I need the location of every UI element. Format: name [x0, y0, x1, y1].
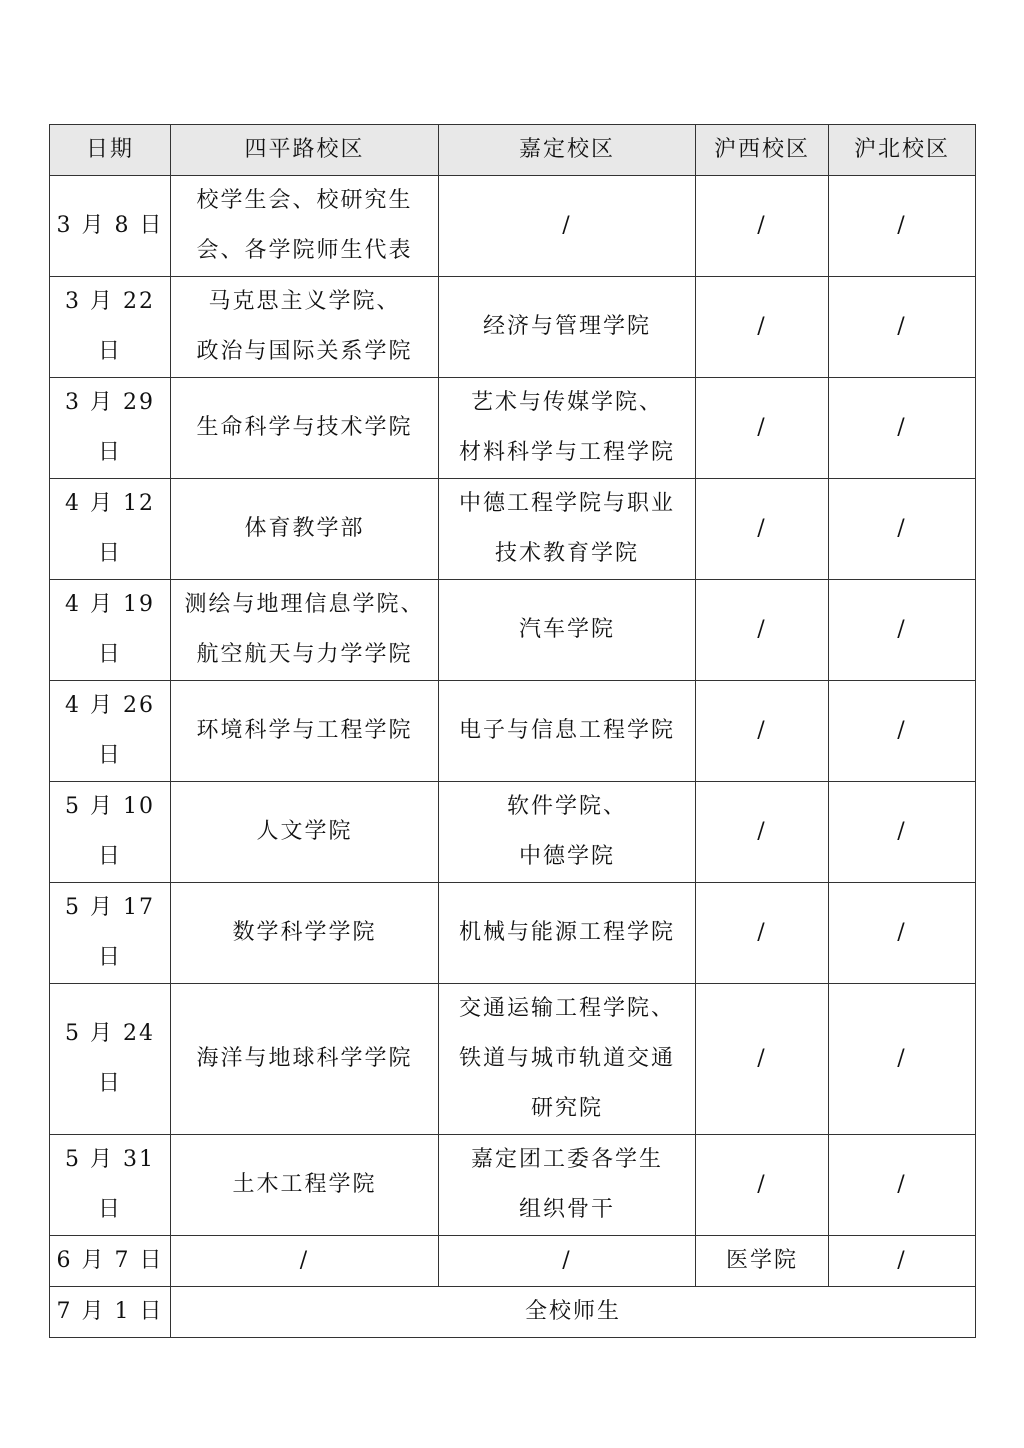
table-row	[50, 378, 976, 479]
siping-cell-line: 人文学院	[256, 819, 353, 844]
jiading-cell-line: /	[562, 1248, 572, 1273]
header-huxi: 沪西校区	[696, 125, 829, 176]
hubei-cell: /	[829, 378, 976, 479]
jiading-cell-line: 组织骨干	[518, 1197, 615, 1222]
jiading-cell-line: 研究院	[530, 1096, 603, 1121]
header-row	[50, 125, 976, 176]
hubei-cell: /	[829, 984, 976, 1135]
date-cell: 3 月 22 日	[50, 277, 171, 378]
siping-cell-line: 政治与国际关系学院	[196, 339, 413, 364]
jiading-cell	[439, 1236, 696, 1287]
huxi-cell: /	[696, 277, 829, 378]
jiading-cell	[439, 883, 696, 984]
jiading-cell	[439, 580, 696, 681]
huxi-cell: 医学院	[696, 1236, 829, 1287]
siping-cell	[171, 580, 439, 681]
huxi-cell: /	[696, 378, 829, 479]
table-row	[50, 277, 976, 378]
jiading-cell	[439, 277, 696, 378]
hubei-cell: /	[829, 1236, 976, 1287]
jiading-cell-line: 中德工程学院与职业	[458, 491, 675, 516]
table-row	[50, 1236, 976, 1287]
jiading-cell	[439, 1135, 696, 1236]
siping-cell	[171, 378, 439, 479]
siping-cell-line: 会、各学院师生代表	[196, 238, 413, 263]
siping-cell	[171, 1135, 439, 1236]
jiading-cell-line: 技术教育学院	[494, 541, 639, 566]
header-date: 日期	[50, 125, 171, 176]
date-cell: 5 月 17 日	[50, 883, 171, 984]
date-cell: 6 月 7 日	[50, 1236, 171, 1287]
siping-cell-line: 海洋与地球科学学院	[196, 1046, 413, 1071]
jiading-cell	[439, 984, 696, 1135]
table-row-final	[50, 1287, 976, 1338]
siping-cell-line: 校学生会、校研究生	[196, 188, 413, 213]
jiading-cell	[439, 378, 696, 479]
jiading-cell	[439, 681, 696, 782]
hubei-cell: /	[829, 681, 976, 782]
siping-cell	[171, 782, 439, 883]
date-cell: 4 月 19 日	[50, 580, 171, 681]
schedule-table	[49, 124, 976, 1338]
hubei-cell: /	[829, 883, 976, 984]
huxi-cell: /	[696, 1135, 829, 1236]
siping-cell	[171, 277, 439, 378]
jiading-cell-line: 中德学院	[518, 844, 615, 869]
siping-cell-line: 体育教学部	[244, 516, 365, 541]
all-campus-cell: 全校师生	[171, 1287, 976, 1338]
jiading-cell-line: 艺术与传媒学院、	[470, 390, 663, 415]
jiading-cell-line: 交通运输工程学院、	[458, 996, 675, 1021]
hubei-cell: /	[829, 580, 976, 681]
huxi-cell: /	[696, 681, 829, 782]
jiading-cell-line: 汽车学院	[518, 617, 615, 642]
jiading-cell-line: /	[562, 213, 572, 238]
siping-cell-line: 马克思主义学院、	[208, 289, 401, 314]
jiading-cell-line: 机械与能源工程学院	[458, 920, 675, 945]
hubei-cell: /	[829, 782, 976, 883]
siping-cell	[171, 984, 439, 1135]
siping-cell-line: /	[299, 1248, 310, 1273]
date-cell: 4 月 12 日	[50, 479, 171, 580]
header-siping: 四平路校区	[171, 125, 439, 176]
jiading-cell-line: 经济与管理学院	[482, 314, 651, 339]
date-cell: 5 月 24 日	[50, 984, 171, 1135]
jiading-cell	[439, 479, 696, 580]
huxi-cell: /	[696, 479, 829, 580]
siping-cell	[171, 681, 439, 782]
siping-cell	[171, 479, 439, 580]
table-row	[50, 681, 976, 782]
hubei-cell: /	[829, 1135, 976, 1236]
huxi-cell: /	[696, 176, 829, 277]
date-cell: 3 月 8 日	[50, 176, 171, 277]
header-jiading: 嘉定校区	[439, 125, 696, 176]
huxi-cell: /	[696, 984, 829, 1135]
huxi-cell: /	[696, 580, 829, 681]
date-cell: 3 月 29 日	[50, 378, 171, 479]
date-cell: 5 月 10 日	[50, 782, 171, 883]
jiading-cell-line: 软件学院、	[506, 794, 627, 819]
siping-cell	[171, 883, 439, 984]
siping-cell-line: 航空航天与力学学院	[196, 642, 413, 667]
jiading-cell	[439, 782, 696, 883]
table-row	[50, 984, 976, 1135]
huxi-cell: /	[696, 883, 829, 984]
table-row	[50, 883, 976, 984]
jiading-cell	[439, 176, 696, 277]
siping-cell-line: 测绘与地理信息学院、	[184, 592, 425, 617]
siping-cell	[171, 176, 439, 277]
table-row	[50, 479, 976, 580]
hubei-cell: /	[829, 479, 976, 580]
siping-cell-line: 环境科学与工程学院	[196, 718, 413, 743]
jiading-cell-line: 嘉定团工委各学生	[470, 1147, 663, 1172]
jiading-cell-line: 电子与信息工程学院	[458, 718, 675, 743]
date-cell: 5 月 31 日	[50, 1135, 171, 1236]
table-row	[50, 1135, 976, 1236]
siping-cell-line: 生命科学与技术学院	[196, 415, 413, 440]
table-row	[50, 176, 976, 277]
table-row	[50, 782, 976, 883]
siping-cell	[171, 1236, 439, 1287]
date-cell: 7 月 1 日	[50, 1287, 171, 1338]
siping-cell-line: 土木工程学院	[232, 1172, 377, 1197]
hubei-cell: /	[829, 277, 976, 378]
jiading-cell-line: 铁道与城市轨道交通	[458, 1046, 675, 1071]
hubei-cell: /	[829, 176, 976, 277]
header-hubei: 沪北校区	[829, 125, 976, 176]
siping-cell-line: 数学科学学院	[232, 920, 377, 945]
jiading-cell-line: 材料科学与工程学院	[458, 440, 675, 465]
date-cell: 4 月 26 日	[50, 681, 171, 782]
huxi-cell: /	[696, 782, 829, 883]
table-row	[50, 580, 976, 681]
